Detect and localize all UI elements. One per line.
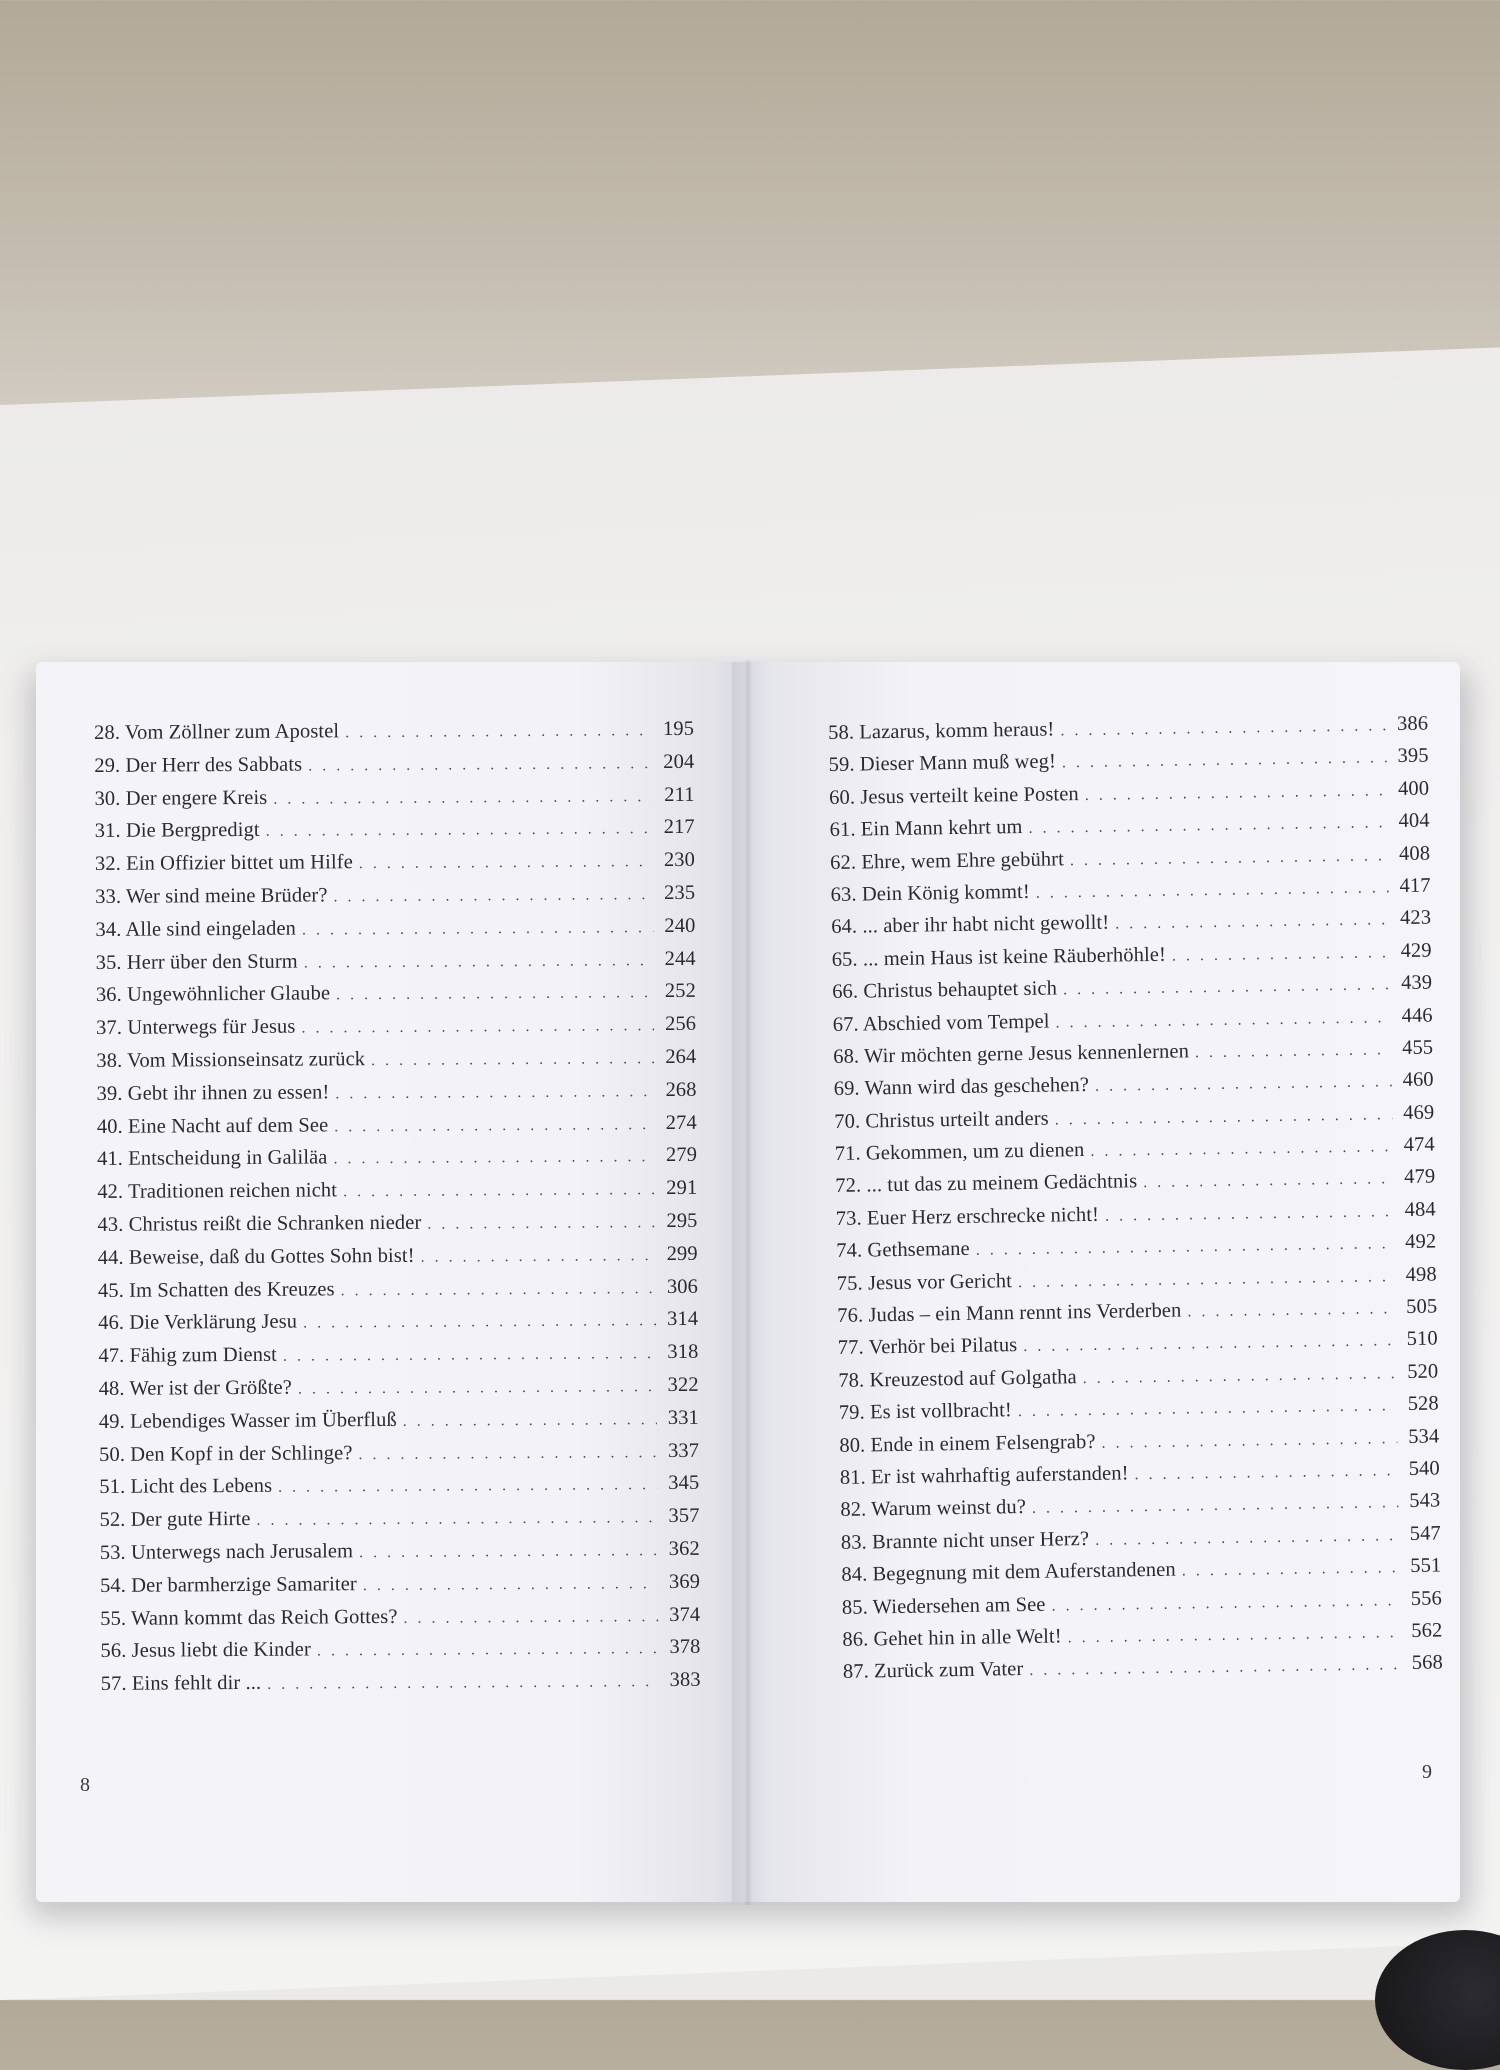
toc-entry-page: 562 <box>1411 1619 1443 1642</box>
toc-entry <box>99 1505 699 1542</box>
dot-leader <box>421 1247 656 1267</box>
toc-entry-page: 337 <box>667 1439 700 1462</box>
toc-entry-page: 547 <box>1409 1522 1441 1545</box>
table-of-contents-left <box>94 718 701 1706</box>
toc-entry-title: 33. Wer sind meine Brüder? <box>95 884 328 908</box>
dot-leader <box>273 788 652 809</box>
toc-entry <box>98 1275 698 1312</box>
dot-leader <box>1095 1527 1399 1550</box>
dot-leader <box>336 984 654 1004</box>
toc-entry-page: 439 <box>1400 971 1433 995</box>
toc-entry-title: 72. ... tut das zu meinem Gedächtnis <box>835 1170 1138 1198</box>
toc-entry-title: 50. Den Kopf in der Schlinge? <box>99 1441 353 1466</box>
toc-entry-title: 59. Dieser Mann muß weg! <box>828 750 1057 777</box>
toc-entry <box>96 980 696 1017</box>
toc-entry-title: 39. Gebt ihr ihnen zu essen! <box>96 1081 330 1105</box>
dot-leader <box>1036 879 1389 903</box>
toc-entry <box>95 915 695 952</box>
dot-leader <box>1055 1009 1390 1032</box>
dot-leader <box>1101 1430 1397 1453</box>
toc-entry-title: 28. Vom Zöllner zum Apostel <box>94 720 340 744</box>
dot-leader <box>283 1345 657 1366</box>
book-gutter <box>744 660 752 1905</box>
dot-leader <box>1060 717 1386 740</box>
dot-leader <box>359 1542 658 1562</box>
toc-entry-title: 63. Dein König kommt! <box>830 880 1030 906</box>
dot-leader <box>278 1476 657 1497</box>
dot-leader <box>1018 1268 1395 1292</box>
toc-entry-page: 291 <box>666 1176 698 1200</box>
dot-leader <box>317 1640 659 1660</box>
toc-entry-page: 252 <box>664 980 696 1003</box>
toc-entry-title: 85. Wiedersehen am See <box>841 1593 1046 1619</box>
toc-entry <box>100 1538 700 1575</box>
dot-leader <box>1090 1138 1393 1161</box>
toc-entry-title: 86. Gehet hin in alle Welt! <box>842 1625 1062 1651</box>
toc-entry-title: 68. Wir möchten gerne Jesus kennenlernen <box>833 1040 1190 1068</box>
toc-entry <box>96 947 696 984</box>
toc-entry-page: 268 <box>665 1078 697 1101</box>
toc-entry-title: 44. Beweise, daß du Gottes Sohn bist! <box>97 1244 415 1269</box>
toc-entry-page: 484 <box>1404 1198 1436 1221</box>
toc-entry-page: 543 <box>1409 1489 1441 1513</box>
toc-entry-title: 66. Christus behauptet sich <box>832 977 1058 1004</box>
toc-entry-title: 29. Der Herr des Sabbats <box>94 753 303 777</box>
dot-leader <box>266 820 653 841</box>
dot-leader <box>1172 944 1390 965</box>
toc-entry-page: 264 <box>665 1045 697 1068</box>
dot-leader <box>303 1312 656 1332</box>
toc-entry-title: 32. Ein Offizier bittet um Hilfe <box>94 851 353 876</box>
toc-entry-page: 274 <box>665 1111 697 1134</box>
dot-leader <box>1105 1203 1394 1226</box>
dot-leader <box>1070 847 1389 870</box>
toc-entry <box>98 1243 698 1280</box>
toc-entry <box>97 1079 697 1116</box>
toc-entry-title: 81. Er ist wahrhaftig auferstanden! <box>839 1462 1129 1489</box>
toc-entry <box>101 1669 701 1706</box>
dot-leader <box>1062 750 1387 773</box>
toc-entry-page: 295 <box>666 1209 698 1232</box>
dot-leader <box>1023 1333 1396 1357</box>
toc-entry-title: 71. Gekommen, um zu dienen <box>834 1139 1085 1166</box>
toc-entry <box>97 1210 697 1247</box>
toc-entry <box>94 751 694 788</box>
toc-entry-page: 217 <box>663 816 695 839</box>
toc-entry-title: 62. Ehre, wem Ehre gebührt <box>830 847 1065 874</box>
finger-shadow <box>1375 1930 1500 2070</box>
toc-entry-title: 84. Begegnung mit dem Auferstandenen <box>841 1558 1176 1587</box>
toc-entry-title: 55. Wann kommt das Reich Gottes? <box>100 1605 398 1630</box>
toc-entry-title: 74. Gethsemane <box>836 1238 970 1263</box>
toc-entry-title: 70. Christus urteilt anders <box>834 1107 1049 1133</box>
toc-entry-title: 56. Jesus liebt die Kinder <box>100 1638 311 1663</box>
dot-leader <box>1134 1462 1398 1484</box>
toc-entry-page: 540 <box>1408 1457 1440 1480</box>
toc-entry <box>96 1046 696 1083</box>
toc-entry-page: 331 <box>667 1406 699 1429</box>
toc-entry <box>96 1013 696 1050</box>
toc-entry <box>99 1407 699 1444</box>
toc-entry-title: 65. ... mein Haus ist keine Räuberhöhle! <box>831 943 1167 971</box>
toc-entry <box>100 1571 700 1608</box>
dot-leader <box>358 1444 657 1464</box>
toc-entry-page: 240 <box>664 914 696 937</box>
toc-entry-page: 520 <box>1407 1360 1439 1383</box>
dot-leader <box>1051 1592 1400 1615</box>
table-of-contents-right <box>828 713 1443 1694</box>
toc-entry-page: 423 <box>1399 906 1432 930</box>
toc-entry <box>94 783 694 820</box>
toc-entry-page: 429 <box>1400 939 1432 962</box>
toc-entry-page: 455 <box>1401 1036 1434 1059</box>
dot-leader <box>1063 976 1390 999</box>
toc-entry-title: 51. Licht des Lebens <box>99 1475 273 1499</box>
toc-entry-title: 58. Lazarus, komm heraus! <box>828 718 1055 744</box>
toc-entry-title: 49. Lebendiges Wasser im Überfluß <box>98 1408 397 1433</box>
toc-entry-title: 42. Traditionen reichen nicht <box>97 1179 338 1204</box>
left-page <box>36 662 758 1902</box>
toc-entry-title: 53. Unterwegs nach Jerusalem <box>99 1540 354 1564</box>
dot-leader <box>1068 1624 1401 1647</box>
toc-entry-page: 256 <box>664 1012 697 1036</box>
dot-leader <box>334 1116 655 1136</box>
toc-entry-page: 510 <box>1406 1327 1438 1351</box>
dot-leader <box>1055 1106 1393 1129</box>
dot-leader <box>403 1608 658 1628</box>
toc-entry-title: 48. Wer ist der Größte? <box>98 1376 292 1400</box>
toc-entry-page: 479 <box>1403 1165 1436 1189</box>
dot-leader <box>335 1083 654 1103</box>
toc-entry-page: 492 <box>1405 1230 1437 1254</box>
toc-entry-page: 383 <box>669 1668 701 1692</box>
toc-entry-title: 73. Euer Herz erschrecke nicht! <box>835 1203 1100 1230</box>
toc-entry <box>99 1472 699 1509</box>
toc-entry-title: 37. Unterwegs für Jesus <box>96 1015 296 1040</box>
dot-leader <box>1029 1656 1401 1680</box>
dot-leader <box>363 1575 658 1595</box>
toc-entry-page: 362 <box>668 1537 700 1560</box>
dot-leader <box>359 853 653 873</box>
toc-entry <box>95 882 695 919</box>
toc-entry-title: 82. Warum weinst du? <box>840 1496 1027 1522</box>
toc-entry-title: 57. Eins fehlt dir ... <box>100 1671 262 1696</box>
toc-entry-page: 357 <box>668 1504 700 1528</box>
toc-entry-page: 314 <box>667 1308 699 1331</box>
toc-entry-page: 345 <box>668 1472 700 1495</box>
toc-entry-title: 31. Die Bergpredigt <box>94 819 260 843</box>
dot-leader <box>333 886 653 906</box>
toc-entry-page: 386 <box>1396 712 1429 736</box>
dot-leader <box>1018 1397 1397 1421</box>
toc-entry-page: 404 <box>1398 809 1430 833</box>
toc-entry-page: 528 <box>1407 1392 1439 1416</box>
dot-leader <box>1085 782 1388 805</box>
page-number-right: 9 <box>1422 1761 1432 1783</box>
toc-entry-page: 556 <box>1410 1587 1443 1610</box>
dot-leader <box>1195 1041 1392 1062</box>
dot-leader <box>976 1235 1395 1260</box>
dot-leader <box>427 1214 655 1234</box>
toc-entry-title: 35. Herr über den Sturm <box>95 950 298 974</box>
dot-leader <box>1182 1559 1400 1580</box>
toc-entry <box>100 1636 700 1673</box>
dot-leader <box>1095 1073 1392 1096</box>
toc-entry-title: 36. Ungewöhnlicher Glaube <box>95 982 331 1007</box>
toc-entry-title: 83. Brannte nicht unser Herz? <box>840 1527 1090 1554</box>
toc-entry-title: 80. Ende in einem Felsengrab? <box>839 1430 1096 1457</box>
toc-entry-title: 67. Abschied vom Tempel <box>832 1010 1050 1036</box>
toc-entry-page: 306 <box>666 1275 699 1298</box>
toc-entry <box>99 1374 699 1411</box>
toc-entry-title: 52. Der gute Hirte <box>99 1508 251 1532</box>
toc-entry-page: 568 <box>1411 1651 1444 1675</box>
toc-entry-title: 79. Es ist vollbracht! <box>838 1399 1013 1425</box>
toc-entry-page: 374 <box>669 1603 701 1626</box>
dot-leader <box>1028 814 1387 838</box>
dot-leader <box>1143 1171 1393 1193</box>
toc-entry-page: 318 <box>667 1340 699 1364</box>
dot-leader <box>267 1673 659 1694</box>
toc-entry-page: 322 <box>667 1373 699 1396</box>
dot-leader <box>304 952 654 972</box>
toc-entry-page: 279 <box>665 1144 698 1167</box>
toc-entry-page: 408 <box>1398 842 1431 865</box>
toc-entry-title: 43. Christus reißt die Schranken nieder <box>97 1211 422 1236</box>
toc-entry <box>95 816 695 853</box>
toc-entry-title: 46. Die Verklärung Jesu <box>98 1310 298 1335</box>
toc-entry-title: 54. Der barmherzige Samariter <box>99 1572 357 1597</box>
toc-entry-page: 498 <box>1405 1263 1437 1286</box>
toc-entry <box>95 849 695 886</box>
toc-entry-title: 38. Vom Missionseinsatz zurück <box>96 1048 366 1072</box>
toc-entry <box>98 1308 698 1345</box>
toc-entry-title: 64. ... aber ihr habt nicht gewollt! <box>831 911 1110 939</box>
right-page <box>732 662 1460 1902</box>
toc-entry-page: 417 <box>1399 874 1431 897</box>
toc-entry-page: 299 <box>666 1242 698 1265</box>
toc-entry-page: 534 <box>1408 1425 1440 1448</box>
toc-entry-title: 47. Fähig zum Dienst <box>98 1343 278 1368</box>
toc-entry <box>94 718 694 755</box>
toc-entry-title: 60. Jesus verteilt keine Posten <box>829 782 1079 809</box>
dot-leader <box>345 722 652 742</box>
toc-entry <box>98 1341 698 1378</box>
dot-leader <box>371 1050 654 1070</box>
dot-leader <box>343 1181 655 1201</box>
toc-entry <box>100 1603 700 1640</box>
toc-entry-page: 474 <box>1403 1133 1435 1157</box>
toc-entry-page: 551 <box>1410 1554 1442 1578</box>
toc-entry-page: 235 <box>664 881 696 905</box>
toc-entry-page: 211 <box>664 783 695 806</box>
toc-entry <box>97 1144 697 1181</box>
dot-leader <box>333 1148 655 1168</box>
dot-leader <box>308 755 652 775</box>
toc-entry-page: 195 <box>662 717 695 741</box>
toc-entry-page: 505 <box>1406 1295 1438 1319</box>
toc-entry-page: 469 <box>1402 1101 1435 1124</box>
toc-entry-title: 40. Eine Nacht auf dem See <box>96 1113 329 1138</box>
dot-leader <box>298 1378 657 1399</box>
toc-entry-page: 395 <box>1397 744 1429 768</box>
toc-entry-title: 77. Verhör bei Pilatus <box>837 1334 1018 1360</box>
dot-leader <box>341 1280 656 1300</box>
toc-entry-title: 76. Judas – ein Mann rennt ins Verderben <box>837 1299 1182 1327</box>
dot-leader <box>1032 1495 1399 1519</box>
toc-entry-page: 244 <box>664 947 696 970</box>
dot-leader <box>301 1017 654 1037</box>
dot-leader <box>1083 1365 1397 1388</box>
toc-entry-title: 78. Kreuzestod auf Golgatha <box>838 1365 1077 1392</box>
toc-entry-page: 400 <box>1397 777 1430 800</box>
toc-entry-page: 460 <box>1402 1068 1434 1092</box>
toc-entry-title: 69. Wann wird das geschehen? <box>833 1074 1090 1101</box>
toc-entry-page: 446 <box>1401 1004 1433 1027</box>
toc-entry <box>97 1177 697 1214</box>
dot-leader <box>1187 1300 1395 1321</box>
toc-entry-title: 61. Ein Mann kehrt um <box>829 816 1023 842</box>
toc-entry-page: 369 <box>668 1570 701 1593</box>
page-number-left: 8 <box>80 1774 90 1796</box>
toc-entry-title: 34. Alle sind eingeladen <box>95 917 297 941</box>
toc-entry-title: 30. Der engere Kreis <box>94 786 268 810</box>
toc-entry-title: 45. Im Schatten des Kreuzes <box>97 1277 335 1302</box>
dot-leader <box>256 1509 657 1530</box>
toc-entry-title: 75. Jesus vor Gericht <box>836 1269 1013 1295</box>
dot-leader <box>1115 912 1389 934</box>
dot-leader <box>403 1411 657 1431</box>
toc-entry <box>97 1111 697 1148</box>
toc-entry <box>99 1439 699 1476</box>
toc-entry-page: 378 <box>669 1636 701 1659</box>
toc-entry-title: 41. Entscheidung in Galiläa <box>96 1146 328 1171</box>
toc-entry-title: 87. Zurück zum Vater <box>842 1658 1024 1684</box>
dot-leader <box>302 919 654 939</box>
toc-entry-page: 204 <box>663 750 695 773</box>
toc-entry-page: 230 <box>663 848 696 872</box>
